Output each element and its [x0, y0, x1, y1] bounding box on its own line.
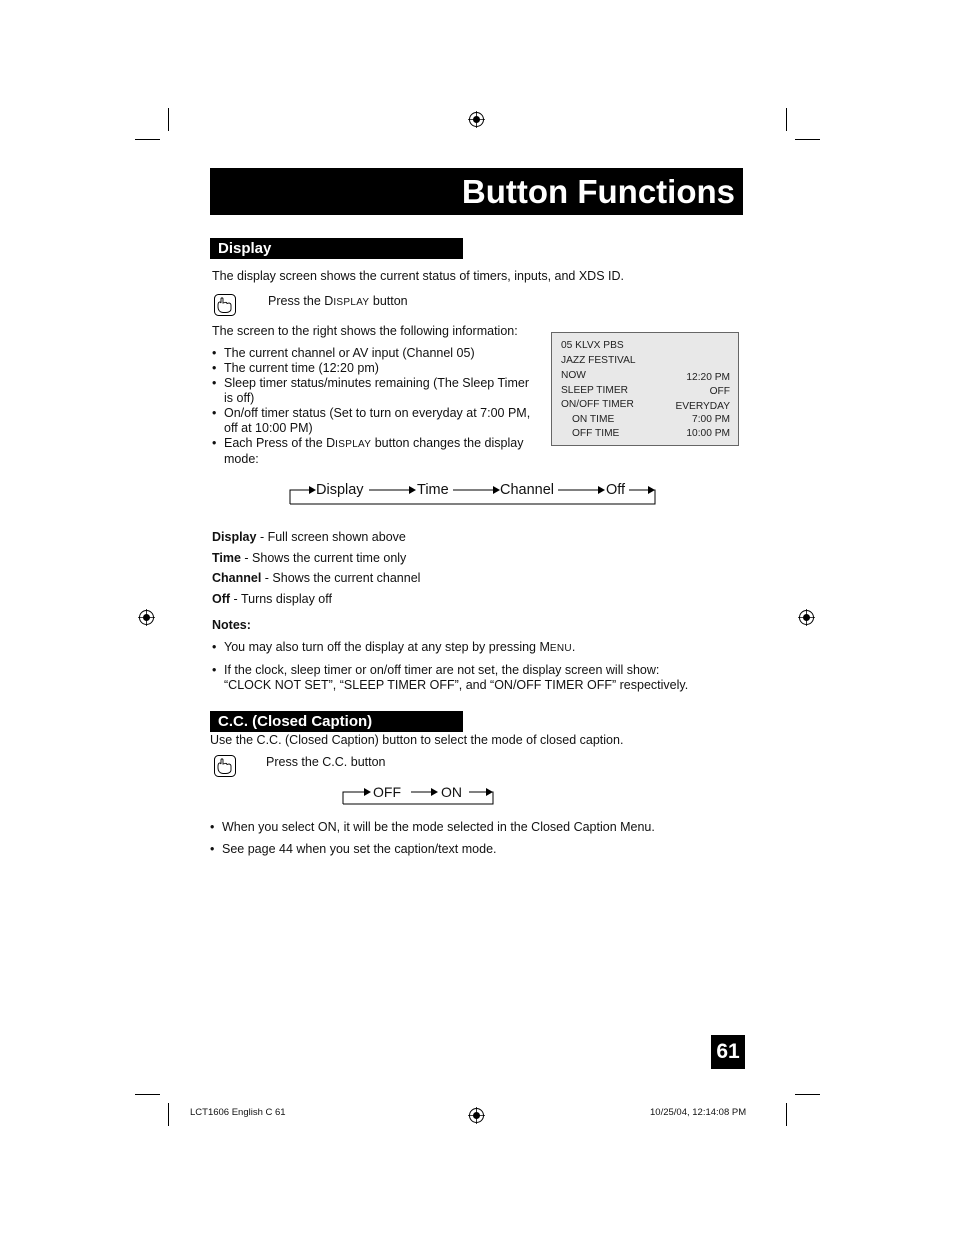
- info-bullet-list: [212, 346, 538, 467]
- section-heading-display: Display: [210, 238, 463, 259]
- page-number: 61: [711, 1035, 745, 1069]
- registration-mark-icon: [468, 1107, 485, 1124]
- press-display-text: Press the D: [268, 294, 334, 308]
- definition-term: Off: [212, 592, 231, 606]
- flow-step-time: Time: [417, 482, 449, 498]
- list-item: [212, 640, 688, 656]
- osd-program-line: JAZZ FESTIVAL: [561, 354, 636, 366]
- crop-mark: [795, 1094, 820, 1095]
- osd-label: ON TIME: [572, 413, 615, 425]
- osd-label: OFF TIME: [572, 428, 620, 439]
- osd-label: NOW: [561, 370, 586, 381]
- crop-mark: [786, 1103, 787, 1126]
- definition-desc: - Turns display off: [230, 592, 332, 606]
- bullet-text: Each Press of the D: [224, 436, 336, 450]
- display-intro: The display screen shows the current status of timers, inputs, and XDS ID.: [212, 269, 624, 283]
- cc-flow-on: ON: [441, 784, 462, 800]
- screen-lead: The screen to the right shows the following information:: [212, 324, 518, 338]
- definition-desc: - Shows the current time only: [240, 551, 407, 565]
- osd-value: 10:00 PM: [686, 428, 730, 439]
- definition-time: [212, 551, 406, 566]
- definition-channel: [212, 571, 420, 586]
- crop-mark: [168, 1103, 169, 1126]
- list-item: • When you select ON, it will be the mode selected in the Closed Caption Menu.: [210, 820, 655, 835]
- definition-off: [212, 592, 332, 607]
- crop-mark: [135, 1094, 160, 1095]
- notes-heading: Notes:: [212, 618, 251, 632]
- registration-mark-icon: [468, 111, 485, 128]
- press-display-instruction: [268, 294, 408, 310]
- definition-term: Channel: [212, 571, 262, 585]
- list-item: • The current time (12:20 pm): [212, 361, 538, 376]
- press-cc-instruction: Press the C.C. button: [266, 755, 386, 769]
- crop-mark: [795, 139, 820, 140]
- bullet-text: button changes the display mode:: [224, 436, 524, 466]
- osd-label: ON/OFF TIMER: [561, 399, 634, 410]
- registration-mark-icon: [798, 609, 815, 626]
- notes-list: [212, 640, 688, 693]
- osd-value: EVERYDAY: [675, 401, 730, 412]
- note-text: You may also turn off the display at any step by pressing M: [224, 640, 550, 654]
- osd-value: OFF: [709, 385, 730, 397]
- osd-value: 12:20 PM: [686, 372, 730, 383]
- osd-row: [552, 369, 738, 384]
- note-text: If the clock, sleep timer or on/off timer are not set, the display screen will show:: [224, 663, 660, 677]
- press-display-suffix: button: [369, 294, 408, 308]
- list-item: • See page 44 when you set the caption/text mode.: [210, 842, 655, 857]
- list-item: • On/off timer status (Set to turn on everyday at 7:00 PM, off at 10:00 PM): [212, 406, 538, 436]
- footer-file-info: LCT1606 English C 61: [190, 1107, 286, 1118]
- definition-term: Display: [212, 530, 257, 544]
- cc-flow-off: OFF: [373, 784, 401, 800]
- list-item: [212, 436, 538, 467]
- display-button-name: ISPLAY: [335, 439, 372, 450]
- definition-desc: - Full screen shown above: [256, 530, 406, 544]
- hand-press-icon: [213, 293, 237, 317]
- display-button-name: ISPLAY: [333, 297, 370, 308]
- page-title: Button Functions: [210, 168, 743, 215]
- definition-term: Time: [212, 551, 241, 565]
- flow-step-channel: Channel: [500, 482, 555, 498]
- hand-press-icon: [213, 754, 237, 778]
- menu-button-name: ENU: [549, 643, 572, 654]
- osd-row: [552, 384, 738, 399]
- footer-timestamp: 10/25/04, 12:14:08 PM: [650, 1107, 747, 1118]
- cc-intro: Use the C.C. (Closed Caption) button to select the mode of closed caption.: [210, 733, 624, 747]
- osd-display-screen: [551, 332, 739, 446]
- osd-value: 7:00 PM: [692, 413, 730, 425]
- note-text: .: [571, 640, 576, 654]
- flow-step-off: Off: [606, 482, 626, 498]
- cc-mode-flow-diagram: [338, 783, 500, 809]
- flow-step-display: Display: [316, 482, 364, 498]
- definition-desc: - Shows the current channel: [261, 571, 421, 585]
- osd-row: [552, 427, 738, 442]
- crop-mark: [786, 108, 787, 131]
- osd-label: SLEEP TIMER: [561, 384, 628, 396]
- crop-mark: [168, 108, 169, 131]
- osd-row: [552, 413, 738, 428]
- osd-row: [552, 398, 738, 413]
- definition-display: [212, 530, 406, 545]
- crop-mark: [135, 139, 160, 140]
- osd-channel-line: 05 KLVX PBS: [561, 340, 624, 351]
- note-text: “CLOCK NOT SET”, “SLEEP TIMER OFF”, and “ON/OFF TIMER OFF” respectively.: [224, 678, 689, 692]
- list-item: • The current channel or AV input (Channel 05): [212, 346, 538, 361]
- list-item: [212, 663, 688, 693]
- registration-mark-icon: [138, 609, 155, 626]
- list-item: • Sleep timer status/minutes remaining (The Sleep Timer is off): [212, 376, 538, 406]
- cc-bullet-list: [210, 820, 655, 857]
- section-heading-closed-caption: C.C. (Closed Caption): [210, 711, 463, 732]
